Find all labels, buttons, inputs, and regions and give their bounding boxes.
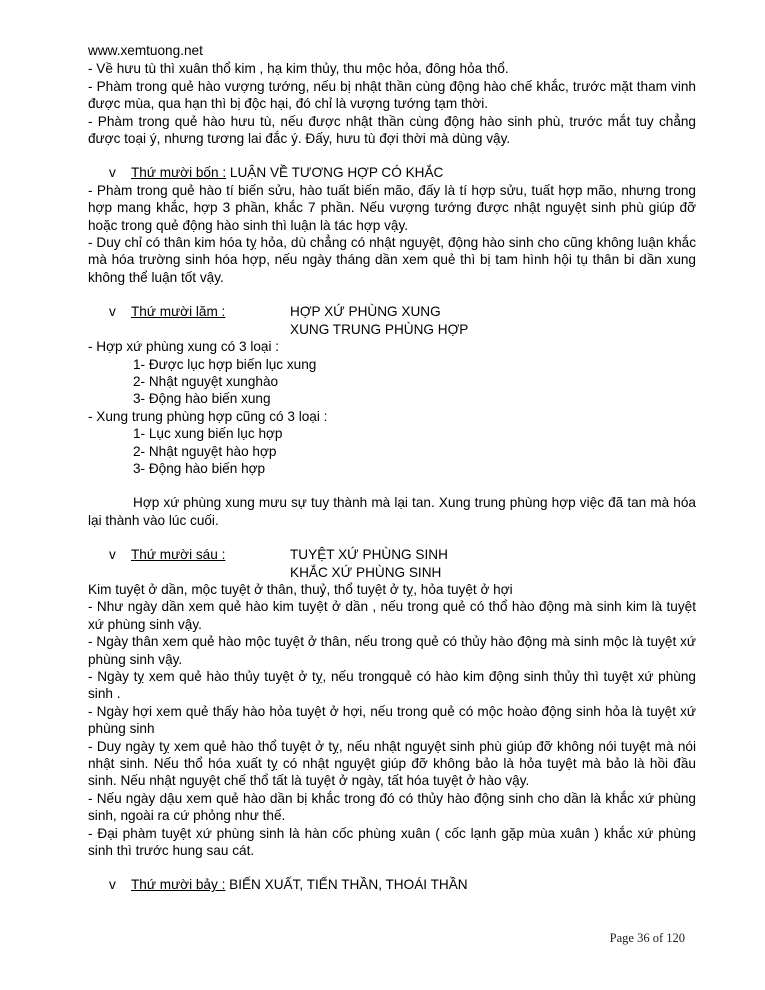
section-heading-14 (88, 164, 696, 181)
section-paragraph: - Nếu ngày dậu xem quẻ hào dần bị khắc trong đó có thủy hào động sinh cho dần là khắc xứ phùng sinh, ngoài ra cứ phỏng như thế. (88, 790, 696, 824)
intro-paragraph: - Về hưu tù thì xuân thổ kim , hạ kim thủy, thu mộc hỏa, đông hỏa thổ. (88, 61, 509, 77)
section-title: LUẬN VỀ TƯƠNG HỢP CÓ KHẮC (226, 165, 444, 181)
section-paragraph: - Ngày tỵ xem quẻ hào thủy tuyệt ở tỵ, nếu trongquẻ có hào kim động sinh thủy thì tuyệt xứ phùng sinh . (88, 669, 696, 702)
section-paragraph: - Như ngày dần xem quẻ hào kim tuyệt ở dần , nếu trong quẻ có thổ hào động mà sinh kim là tuyệt xứ phùng sinh vậy. (88, 599, 696, 632)
section-paragraph: - Phàm trong quẻ hào tí biến sửu, hào tuất biến mão, đấy là tí hợp sửu, tuất hợp mão, nhưng trong hợp mang khắc, hợp 3 phần, khắc 7 phần. Nếu vượng tướng được nhật nguyệt sinh phù giúp đỡ hoặc trong quẻ động hào sinh thì luận là tác hợp vậy. (88, 182, 696, 233)
section-paragraph: Kim tuyệt ở dần, mộc tuyệt ở thân, thuỷ, thổ tuyệt ở tỵ, hỏa tuyệt ở hợi (88, 581, 513, 597)
section-title: BIẾN XUẤT, TIẾN THẦN, THOÁI THẦN (225, 877, 468, 893)
list-item: 2- Nhật nguyệt hào hợp (133, 443, 277, 459)
list-item: 1- Được lục hợp biến lục xung (133, 356, 317, 372)
list-item: 3- Động hào biến hợp (133, 460, 266, 476)
section-subtitle: KHẮC XỨ PHÙNG SINH (290, 564, 442, 580)
section-paragraph: - Duy chỉ có thân kim hóa tỵ hỏa, dù chẳng có nhật nguyệt, động hào sinh cho cũng không luận khắc mà hóa trường sinh hóa hợp, nếu ngày tháng dần xem quẻ thì bị tam hình hội tụ thân bi dần xung không thể luận tốt vậy. (88, 235, 696, 285)
section-summary: Hợp xứ phùng xung mưu sự tuy thành mà lại tan. Xung trung phùng hợp việc đã tan mà hóa lại thành vào lúc cuối. (88, 495, 696, 528)
bullet-icon: v (109, 165, 116, 181)
list-item: 3- Động hào biến xung (133, 391, 271, 407)
bullet-icon: v (109, 547, 116, 563)
section-label: Thứ mười bảy : (131, 877, 226, 893)
section-heading-15 (88, 303, 696, 338)
list-item: 1- Lục xung biến lục hợp (133, 426, 283, 442)
page-number: Page 36 of 120 (609, 931, 685, 945)
section-paragraph: - Duy ngày tỵ xem quẻ hào thổ tuyệt ở tỵ, nếu nhật nguyệt sinh phù giúp đỡ không nói tuyệt mà nói nhật sinh. Nếu thổ hóa xuất tỵ có nhật nguyệt giúp đỡ không bảo là hỏa tuyệt mà bảo là hồi đầu sinh. Nếu nhật nguyệt chế thổ tất là tuyệt ở ngày, tất hóa tuyệt ở hào vậy. (88, 738, 696, 789)
intro-paragraph: - Phàm trong quẻ hào hưu tù, nếu được nhật thần cùng động hào sinh phù, trước mắt tuy chẳng được toại ý, nhưng tương lai đắc ý. Đấy, hưu tù đợi thời mà dùng vậy. (88, 113, 696, 147)
section-title: TUYỆT XỨ PHÙNG SINH (290, 547, 448, 563)
section-paragraph: - Ngày thân xem quẻ hào mộc tuyệt ở thân, nếu trong quẻ có thủy hào động mà sinh mộc là tuyệt xứ phùng sinh vậy. (88, 634, 696, 667)
document-page (88, 42, 696, 894)
list-item: 2- Nhật nguyệt xunghào (133, 373, 279, 389)
section-heading-16 (88, 546, 696, 581)
section-heading-17 (88, 876, 696, 893)
intro-paragraph: - Phàm trong quẻ hào vượng tướng, nếu bị nhật thần cùng động hào chế khắc, trước mặt tham vinh được mùa, qua hạn thì bị độc hại, đó chỉ là vượng tướng tạm thời. (88, 78, 696, 112)
section-label: Thứ mười sáu : (131, 547, 226, 563)
section-paragraph: - Đại phàm tuyệt xứ phùng sinh là hàn cốc phùng xuân ( cốc lạnh gặp mùa xuân ) khắc xứ phùng sinh thì trước hung sau cát. (88, 825, 696, 859)
list-heading: - Xung trung phùng hợp cũng có 3 loại : (88, 408, 328, 424)
bullet-icon: v (109, 304, 116, 320)
section-subtitle: XUNG TRUNG PHÙNG HỢP (290, 321, 469, 337)
section-title: HỢP XỨ PHÙNG XUNG (290, 304, 441, 320)
section-label: Thứ mười bốn : (131, 165, 227, 181)
section-label: Thứ mười lăm : (131, 304, 226, 320)
section-paragraph: - Ngày hợi xem quẻ thấy hào hỏa tuyệt ở hợi, nếu trong quẻ có mộc hoào động sinh hỏa là tuyệt xứ phùng sinh (88, 703, 696, 737)
list-heading: - Hợp xứ phùng xung có 3 loại : (88, 339, 280, 355)
site-url: www.xemtuong.net (88, 43, 203, 58)
bullet-icon: v (109, 877, 116, 893)
